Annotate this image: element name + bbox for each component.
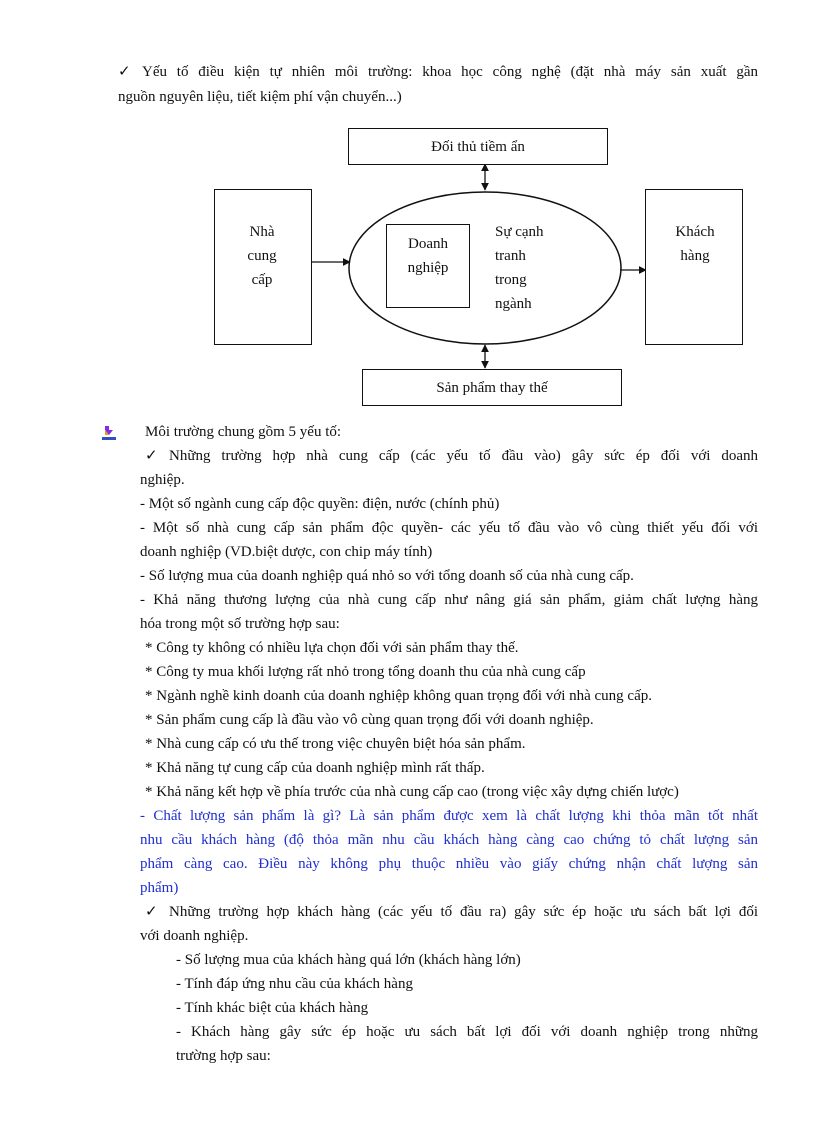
supplier-point-2a: - Một số nhà cung cấp sản phẩm độc quyền- các yếu tố đầu vào vô cùng thiết yếu đối với [140,520,758,536]
check-mark-icon: ✓ [118,64,131,80]
suppliers-heading-2: nghiệp. [140,472,185,488]
quality-note-1: - Chất lượng sản phẩm là gì? Là sản phẩm được xem là chất lượng khi thỏa mãn tốt nhất [140,808,758,824]
supplier-point-4b: hóa trong một số trường hợp sau: [140,616,340,632]
quality-note-3: phẩm càng cao. Điều này không phụ thuộc nhiều vào giấy chứng nhận chất lượng sản [140,856,758,872]
quality-note-4: phẩm) [140,880,179,896]
bullet-icon [100,424,118,442]
customer-point-1: - Số lượng mua của khách hàng quá lớn (khách hàng lớn) [176,952,521,968]
intro-line-2: nguồn nguyên liệu, tiết kiệm phí vận chuyển...) [118,89,402,105]
customers-heading-1: ✓ Những trường hợp khách hàng (các yếu tố đầu ra) gây sức ép hoặc ưu sách bất lợi đối [145,900,758,924]
enterprise-label: Doanh nghiệp [407,236,449,276]
env-title: Môi trường chung gồm 5 yếu tố: [145,424,342,440]
customer-point-4b: trường hợp sau: [176,1048,271,1064]
customer-point-2: - Tính đáp ứng nhu cầu của khách hàng [176,976,413,992]
check-mark-icon: ✓ [145,448,158,464]
supplier-point-4a: - Khả năng thương lượng của nhà cung cấp như nâng giá sản phẩm, giảm chất lượng hàng [140,592,758,608]
customer-point-4a: - Khách hàng gây sức ép hoặc ưu sách bất lợi đối với doanh nghiệp trong những [176,1024,758,1040]
customers-label: Khách hàng [675,224,715,264]
supplier-point-3: - Số lượng mua của doanh nghiệp quá nhỏ so với tổng doanh số của nhà cung cấp. [140,568,634,584]
supplier-sub-1: * Công ty không có nhiều lựa chọn đối với sản phẩm thay thế. [145,640,519,656]
supplier-point-2b: doanh nghiệp (VD.biệt dược, con chip máy tính) [140,544,433,560]
quality-note-2: nhu cầu khách hàng (độ thỏa mãn nhu cầu khách hàng càng cao chứng tỏ chất lượng sản [140,832,758,848]
customer-point-3: - Tính khác biệt của khách hàng [176,1000,369,1016]
customers-heading-2: với doanh nghiệp. [140,928,249,944]
substitutes-label: Sản phẩm thay thế [436,380,548,396]
suppliers-label: Nhà cung cấp [247,224,277,288]
industry-rivalry-label: Sự cạnh tranh trong ngành [495,224,544,312]
supplier-sub-3: * Ngành nghề kinh doanh của doanh nghiệp không quan trọng đối với nhà cung cấp. [145,688,652,704]
intro-line-1: ✓ Yếu tố điều kiện tự nhiên môi trường: khoa học công nghệ (đặt nhà máy sản xuất gần [118,60,758,84]
supplier-sub-7: * Khả năng kết hợp về phía trước của nhà cung cấp cao (trong việc xây dựng chiến lược) [145,784,679,800]
supplier-sub-5: * Nhà cung cấp có ưu thế trong việc chuyên biệt hóa sản phẩm. [145,736,526,752]
potential-competitors-label: Đối thủ tiềm ẩn [431,139,525,155]
check-mark-icon: ✓ [145,904,158,920]
supplier-sub-2: * Công ty mua khối lượng rất nhỏ trong tổng doanh thu của nhà cung cấp [145,664,586,680]
supplier-sub-4: * Sản phẩm cung cấp là đầu vào vô cùng quan trọng đối với doanh nghiệp. [145,712,594,728]
supplier-sub-6: * Khả năng tự cung cấp của doanh nghiệp mình rất thấp. [145,760,485,776]
supplier-point-1: - Một số ngành cung cấp độc quyền: điện, nước (chính phủ) [140,496,500,512]
suppliers-heading-1: ✓ Những trường hợp nhà cung cấp (các yếu tố đầu vào) gây sức ép đối với doanh [145,444,758,468]
